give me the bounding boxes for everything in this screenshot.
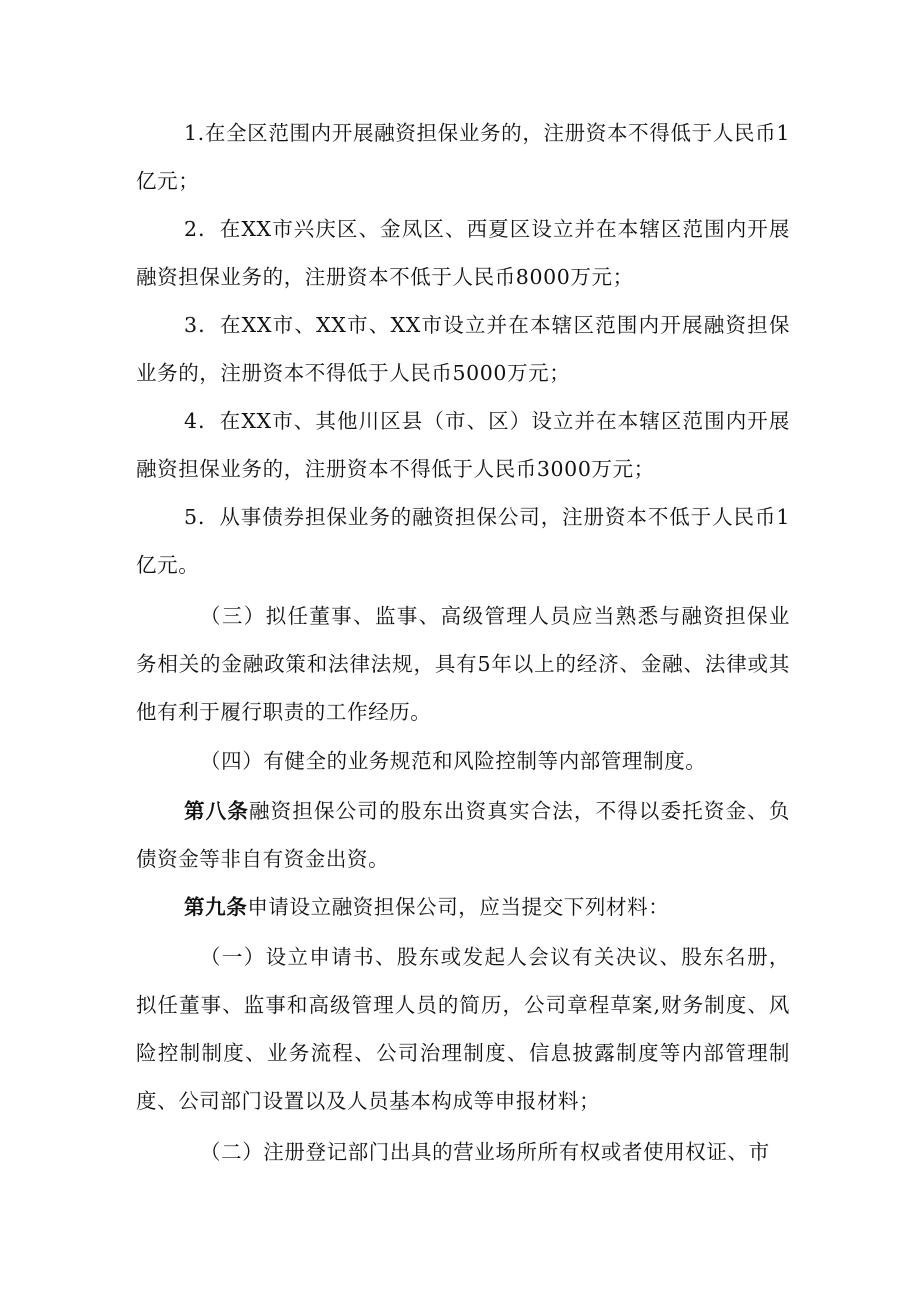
paragraph-item-2: 2．在XX市兴庆区、金凤区、西夏区设立并在本辖区范围内开展融资担保业务的，注册资本不低于人民币8000万元； <box>136 217 790 289</box>
paragraph-item-1: 1.在全区范围内开展融资担保业务的，注册资本不得低于人民币1亿元； <box>136 121 790 193</box>
paragraph-item-4: 4．在XX市、其他川区县（市、区）设立并在本辖区范围内开展融资担保业务的，注册资本不得低于人民币3000万元； <box>136 409 790 481</box>
paragraph-material-1: （一）设立申请书、股东或发起人会议有关决议、股东名册，拟任董事、监事和高级管理人员的简历，公司章程草案,财务制度、风险控制制度、业务流程、公司治理制度、信息披露制度等内部管理制度、公司部门设置以及人员基本构成等申报材料； <box>136 945 790 1113</box>
article-8-label: 第八条 <box>184 799 249 823</box>
article-9-label: 第九条 <box>184 895 248 919</box>
paragraph-item-5: 5．从事债券担保业务的融资担保公司，注册资本不低于人民币1亿元。 <box>136 505 790 577</box>
paragraph-article-9 <box>136 883 790 931</box>
article-9-text: 申请设立融资担保公司，应当提交下列材料： <box>247 895 670 919</box>
paragraph-clause-3: （三）拟任董事、监事、高级管理人员应当熟悉与融资担保业务相关的金融政策和法律法规，具有5年以上的经济、金融、法律或其他有利于履行职责的工作经历。 <box>136 604 790 724</box>
paragraph-article-8 <box>136 787 790 883</box>
article-8-text: 融资担保公司的股东出资真实合法，不得以委托资金、负债资金等非自有资金出资。 <box>136 799 790 871</box>
paragraph-item-3: 3．在XX市、XX市、XX市设立并在本辖区范围内开展融资担保业务的，注册资本不得低于人民币5000万元； <box>136 313 790 385</box>
paragraph-material-2: （二）注册登记部门出具的营业场所所有权或者使用权证、市 <box>200 1140 770 1164</box>
paragraph-clause-4: （四）有健全的业务规范和风险控制等内部管理制度。 <box>200 749 707 773</box>
